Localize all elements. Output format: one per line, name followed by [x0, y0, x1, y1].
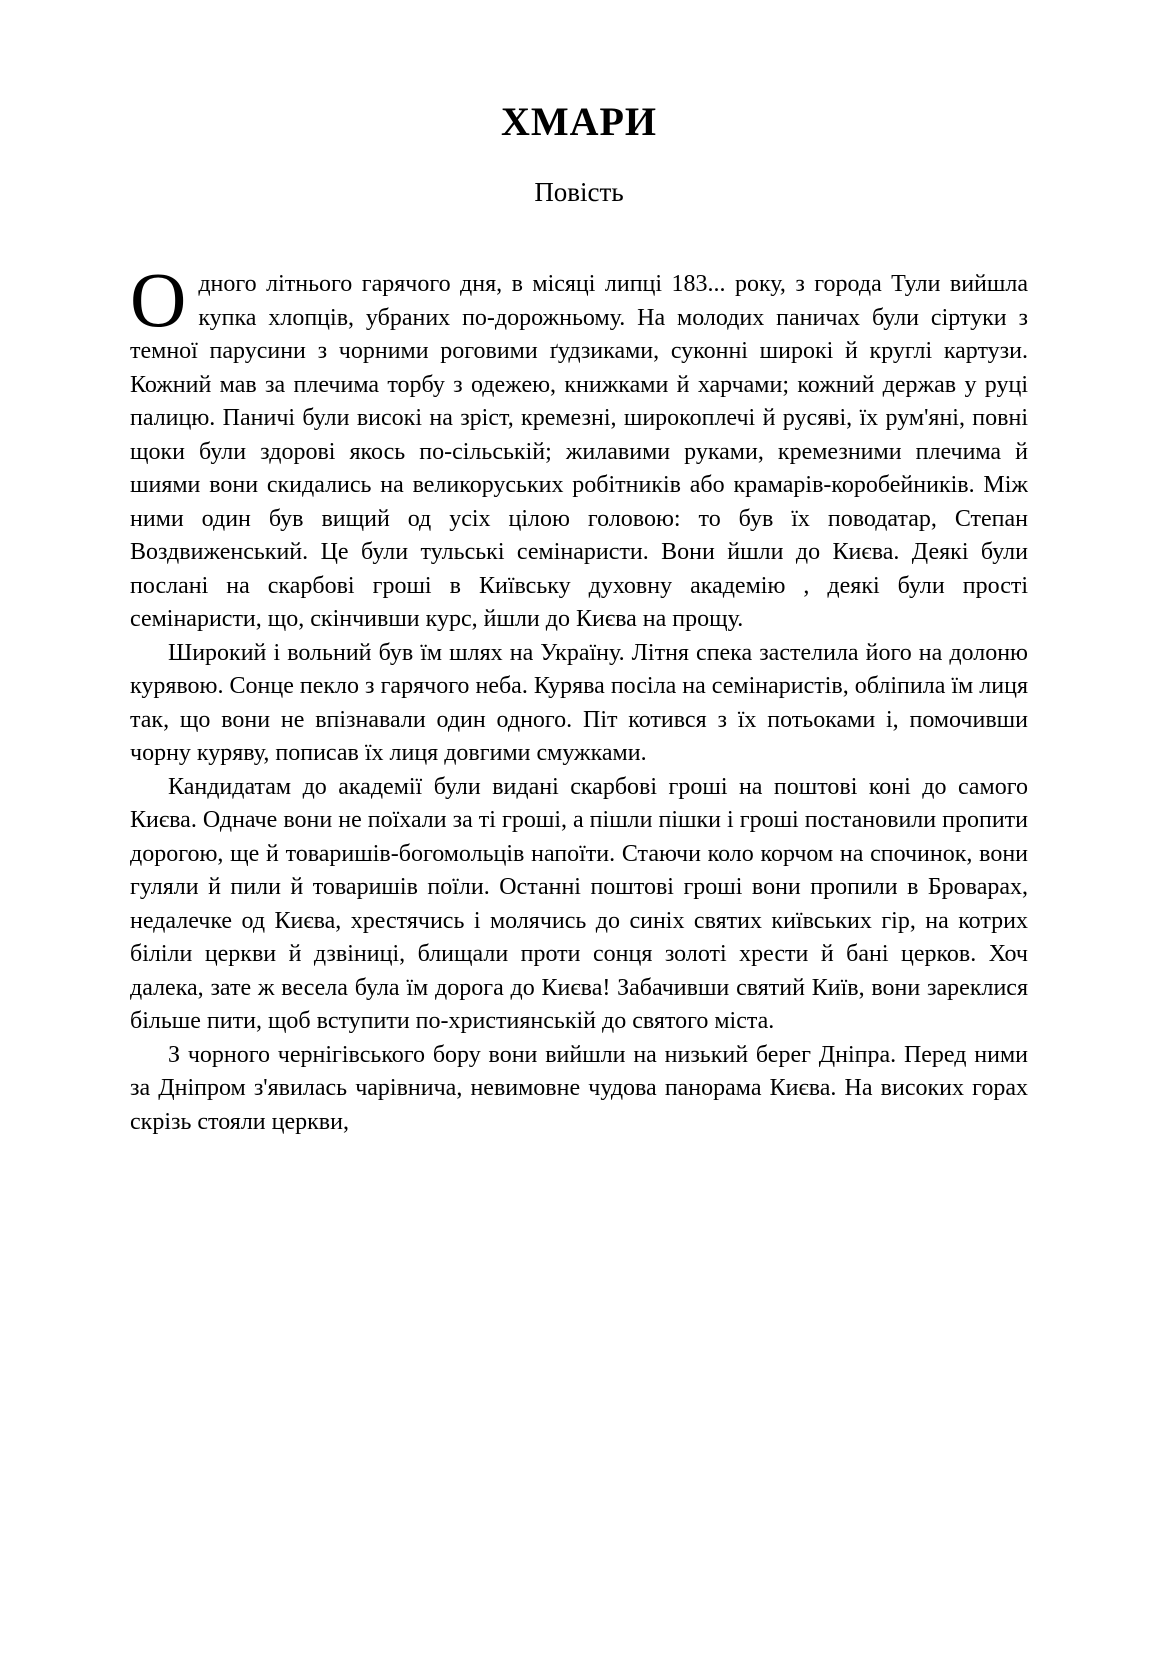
page-subtitle: Повість [534, 177, 624, 207]
paragraph: Широкий і вольний був їм шлях на Україну. Літня спека застелила його на долоню курявою. Сонце пекло з гарячого неба. Курява посіла на семінаристів, обліпила їм лиця так, що вони не впізнавали один одного. Піт котився з їх потьоками і, помочивши чорну куряву, пописав їх лиця довгими смужками. [130, 639, 1028, 766]
paragraph: З чорного чернігівського бору вони вийшли на низький берег Дніпра. Перед ними за Дніпром з'явилась чарівнича, невимовне чудова панорама Києва. На високих горах скрізь стояли церкви, [130, 1041, 1028, 1135]
body-text [130, 256, 1028, 1139]
paragraph: Кандидатам до академії були видані скарбові гроші на поштові коні до самого Києва. Одначе вони не поїхали за ті гроші, а пішли пішки і гроші постановили пропити дорогою, ще й товаришів-богомольців напоїти. Стаючи коло корчом на спочинок, вони гуляли й пили й товаришів поїли. Останні поштові гроші вони пропили в Броварах, недалечке од Києва, хрестячись і молячись до синіх святих київських гір, на котрих біліли церкви й дзвіниці, блищали проти сонця золоті хрести й бані церков. Хоч далека, зате ж весела була їм дорога до Києва! Забачивши святий Київ, вони зареклися більше пити, щоб вступити по-християнській до святого міста. [130, 773, 1028, 1034]
paragraph-text: дного літнього гарячого дня, в місяці липці 183... року, з города Тули вийшла купка хлопців, убраних по-дорожньому. На молодих паничах були сіртуки з темної парусини з чорними роговими ґудзиками, суконні широкі й круглі картузи. Кожний мав за плечима торбу з одежею, книжками й харчами; кожний держав у руці палицю. Паничі були високі на зріст, кремезні, широкоплечі й русяві, їх рум'яні, повні щоки були здорові якось по-сільській; жилавими руками, кремезними плечима й шиями вони скидались на великоруських робітників або крамарів-коробейників. Між ними один був вищий од усіх цілою головою: то був їх поводатар, Степан Воздвиженський. Це були тульські семінаристи. Вони йшли до Києва. Деякі були послані на скарбові гроші в Київську духовну академію , деякі були прості семінаристи, що, скінчивши курс, йшли до Києва на прощу. [130, 271, 1028, 632]
paragraph [130, 256, 1028, 637]
page-title: ХМАРИ [500, 99, 658, 144]
drop-cap: О [130, 256, 187, 343]
